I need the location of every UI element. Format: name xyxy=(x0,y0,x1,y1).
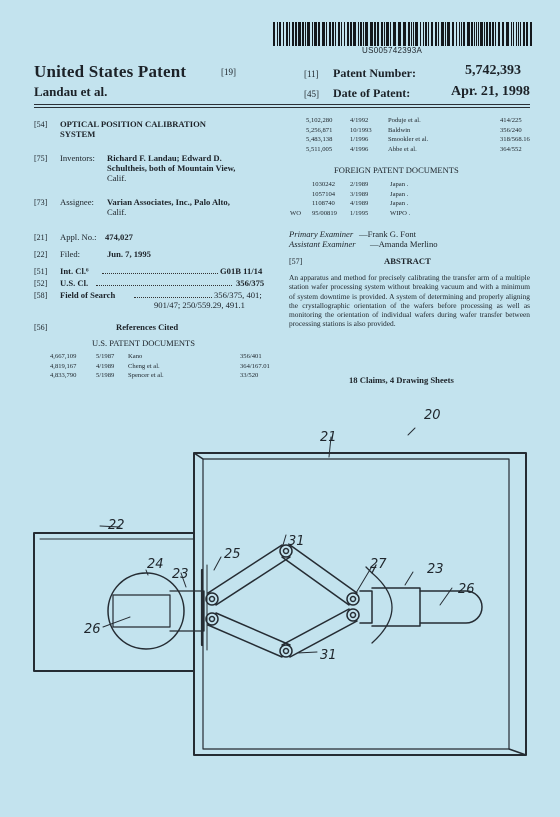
us-doc-cont-name: Poduje et al. xyxy=(388,117,421,124)
patent-number-code: [11] xyxy=(304,69,319,79)
country-title: United States Patent xyxy=(34,62,187,81)
inventors-code: [75] xyxy=(34,154,48,163)
label-25: 25 xyxy=(224,547,241,562)
assistant-examiner-value: —Amanda Merlino xyxy=(370,239,438,249)
foreign-doc-date: 1/1995 xyxy=(350,209,369,217)
us-doc-cont-cls: 364/552 xyxy=(500,145,522,153)
foreign-heading: FOREIGN PATENT DOCUMENTS xyxy=(334,165,459,175)
refs-label: References Cited xyxy=(116,322,179,332)
us-doc-no: 4,833,790 xyxy=(50,372,77,379)
inventors-label: Inventors: xyxy=(60,153,95,163)
uscl-code: [52] xyxy=(34,279,48,288)
filed-value: Jun. 7, 1995 xyxy=(107,249,151,259)
us-doc-cls: 356/401 xyxy=(240,353,262,360)
assignee-code: [73] xyxy=(34,198,48,207)
uscl-label: U.S. Cl. xyxy=(60,278,89,288)
appl-label: Appl. No.: xyxy=(60,232,97,242)
foreign-doc-country: WIPO . xyxy=(390,209,411,217)
header-rule-thin xyxy=(34,107,530,108)
intcl-label: Int. Cl.⁶ xyxy=(60,266,89,276)
foreign-doc-date: 4/1989 xyxy=(350,200,369,207)
patent-number-value: 5,742,393 xyxy=(465,63,521,78)
us-doc-cont-cls: 318/568.16 xyxy=(500,136,530,143)
assistant-examiner-label: Assistant Examiner xyxy=(289,239,356,249)
us-doc-cls: 364/167.01 xyxy=(240,362,270,370)
us-doc-date: 5/1987 xyxy=(96,353,115,360)
field-value-1: 356/375, 401; xyxy=(214,290,262,300)
barcode xyxy=(273,22,533,46)
label-23-left: 23 xyxy=(172,567,189,582)
us-doc-cont-cls: 356/240 xyxy=(500,126,522,134)
foreign-doc-no: 1057104 xyxy=(312,190,336,198)
us-doc-no: 4,819,167 xyxy=(50,362,77,370)
header-rule xyxy=(34,104,530,105)
patent-date-code: [45] xyxy=(304,89,319,99)
us-doc-no: 4,667,109 xyxy=(50,353,77,360)
inventors-line-2: Schultheis, both of Mountain View, xyxy=(107,163,236,173)
foreign-doc-no: 1030242 xyxy=(312,181,336,188)
uscl-value: 356/375 xyxy=(236,278,265,288)
label-26-right: 26 xyxy=(458,582,475,597)
inventors-line-3: Calif. xyxy=(107,173,127,183)
invention-title-2: SYSTEM xyxy=(60,129,96,139)
us-doc-cls: 33/520 xyxy=(240,372,259,379)
label-24: 24 xyxy=(147,557,164,572)
chamber-21 xyxy=(194,453,526,755)
patent-drawing xyxy=(0,395,560,805)
country-code: [19] xyxy=(221,67,236,77)
invention-title-1: OPTICAL POSITION CALIBRATION xyxy=(60,119,206,129)
abstract-heading: ABSTRACT xyxy=(384,256,431,266)
rotation-arrow xyxy=(372,573,392,643)
foreign-doc-country: Japan . xyxy=(390,181,409,188)
label-31-top: 31 xyxy=(288,534,305,549)
us-doc-cont-date: 4/1996 xyxy=(350,145,369,153)
field-label: Field of Search xyxy=(60,290,116,300)
label-31-bottom: 31 xyxy=(320,648,337,663)
label-22: 22 xyxy=(108,518,125,533)
label-20: 20 xyxy=(424,408,441,423)
foreign-doc-country: Japan . xyxy=(390,200,409,207)
us-doc-date: 4/1989 xyxy=(96,362,115,370)
us-doc-cont-date: 1/1996 xyxy=(350,136,369,143)
foreign-doc-date: 3/1989 xyxy=(350,190,369,198)
label-26-left: 26 xyxy=(84,622,101,637)
refs-code: [56] xyxy=(34,323,48,332)
us-doc-name: Cheng et al. xyxy=(128,362,160,370)
foreign-doc-country: Japan . xyxy=(390,190,409,198)
us-docs-heading: U.S. PATENT DOCUMENTS xyxy=(92,338,195,348)
inventors-short: Landau et al. xyxy=(34,84,108,99)
us-doc-cont-name: Smookler et al. xyxy=(388,136,429,143)
field-leader xyxy=(134,292,212,298)
us-doc-cont-no: 5,102,280 xyxy=(306,117,333,124)
patent-date-value: Apr. 21, 1998 xyxy=(451,84,530,99)
foreign-doc-no: 95/00819 xyxy=(312,209,337,217)
intcl-value: G01B 11/14 xyxy=(220,266,263,276)
abstract-code: [57] xyxy=(289,257,303,266)
us-doc-cont-no: 5,256,871 xyxy=(306,126,333,134)
title-code: [54] xyxy=(34,120,48,129)
foreign-doc-pre: WO xyxy=(290,209,301,217)
leader-lines xyxy=(100,428,452,653)
label-23-right: 23 xyxy=(427,562,444,577)
us-doc-cont-name: Baldwin xyxy=(388,126,411,134)
us-doc-cont-cls: 414/225 xyxy=(500,117,522,124)
label-21: 21 xyxy=(320,430,337,445)
us-doc-date: 5/1989 xyxy=(96,372,115,379)
assignee-line-2: Calif. xyxy=(107,207,127,217)
inventors-line-1: Richard F. Landau; Edward D. xyxy=(107,153,222,163)
filed-label: Filed: xyxy=(60,249,81,259)
intcl-code: [51] xyxy=(34,267,48,276)
filed-code: [22] xyxy=(34,250,48,259)
wafer-left xyxy=(108,573,204,649)
primary-examiner-value: —Frank G. Font xyxy=(359,229,417,239)
us-doc-cont-no: 5,483,138 xyxy=(306,136,333,143)
appl-value: 474,027 xyxy=(105,232,133,242)
assignee-line-1: Varian Associates, Inc., Palo Alto, xyxy=(107,197,230,207)
assignee-label: Assignee: xyxy=(60,197,94,207)
us-doc-cont-date: 10/1993 xyxy=(350,126,372,134)
barcode-number: US005742393A xyxy=(362,46,423,55)
claims-line: 18 Claims, 4 Drawing Sheets xyxy=(349,375,454,385)
patent-number-label: Patent Number: xyxy=(333,66,416,80)
uscl-leader xyxy=(96,280,232,286)
us-doc-cont-no: 5,511,005 xyxy=(306,145,333,153)
abstract-text: An apparatus and method for precisely calibrating the transfer arm of a multiple station wafer processing system without breaking vacuum and with a minimum of system downtime is provided. A system of determining and properly aligning the crystallographic orientation of the wafers before processing as well as monitoring the orientation of individual wafers during wafer transfer between processing stations is also provided. xyxy=(289,273,530,329)
primary-examiner-label: Primary Examiner xyxy=(289,229,354,239)
us-doc-name: Kano xyxy=(128,353,143,360)
foreign-doc-date: 2/1989 xyxy=(350,181,369,188)
field-value-2: 901/47; 250/559.29, 491.1 xyxy=(154,300,245,310)
appl-code: [21] xyxy=(34,233,48,242)
label-27: 27 xyxy=(370,557,387,572)
us-doc-cont-date: 4/1992 xyxy=(350,117,369,124)
us-doc-name: Spencer et al. xyxy=(128,372,164,379)
us-doc-cont-name: Abbe et al. xyxy=(388,145,417,153)
foreign-doc-no: 1108740 xyxy=(312,200,335,207)
patent-date-label: Date of Patent: xyxy=(333,86,411,100)
field-code: [58] xyxy=(34,291,48,300)
intcl-leader xyxy=(102,268,218,274)
